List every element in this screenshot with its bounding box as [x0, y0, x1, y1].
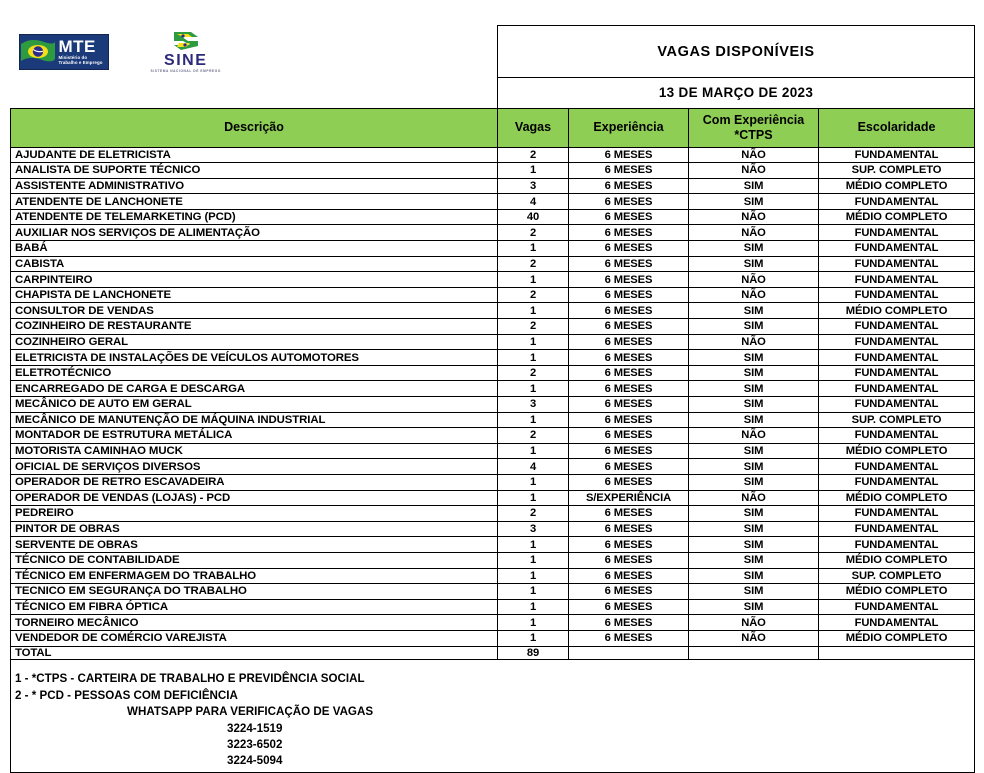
cell-escolaridade: FUNDAMENTAL [819, 506, 975, 522]
table-row [11, 521, 975, 537]
table-row [11, 443, 975, 459]
cell-escolaridade: FUNDAMENTAL [819, 241, 975, 257]
cell-escolaridade: FUNDAMENTAL [819, 350, 975, 366]
cell-experiencia: 6 MESES [569, 334, 689, 350]
table-row [11, 178, 975, 194]
cell-experiencia: S/EXPERIÊNCIA [569, 490, 689, 506]
subtitle-row [11, 78, 975, 109]
cell-vagas: 1 [498, 490, 569, 506]
table-row [11, 194, 975, 210]
note-whatsapp: WHATSAPP PARA VERIFICAÇÃO DE VAGAS [127, 705, 374, 719]
cell-descricao: TÉCNICO EM FIBRA ÓPTICA [11, 599, 498, 615]
document-title: VAGAS DISPONÍVEIS [498, 26, 975, 78]
table-header [11, 26, 975, 148]
cell-escolaridade: FUNDAMENTAL [819, 615, 975, 631]
cell-descricao: CONSULTOR DE VENDAS [11, 303, 498, 319]
cell-vagas: 1 [498, 303, 569, 319]
cell-descricao: CHAPISTA DE LANCHONETE [11, 287, 498, 303]
cell-ctps: SIM [689, 568, 819, 584]
table-row [11, 319, 975, 335]
cell-ctps: SIM [689, 256, 819, 272]
table-row [11, 287, 975, 303]
cell-ctps: SIM [689, 552, 819, 568]
cell-vagas: 1 [498, 334, 569, 350]
cell-vagas: 2 [498, 319, 569, 335]
cell-descricao: VENDEDOR DE COMÉRCIO VAREJISTA [11, 630, 498, 646]
cell-vagas: 1 [498, 272, 569, 288]
cell-escolaridade: MÉDIO COMPLETO [819, 303, 975, 319]
cell-descricao: MONTADOR DE ESTRUTURA METÁLICA [11, 428, 498, 444]
vacancies-table [10, 25, 975, 773]
cell-ctps: NÃO [689, 272, 819, 288]
cell-ctps: NÃO [689, 615, 819, 631]
cell-experiencia: 6 MESES [569, 474, 689, 490]
cell-vagas: 2 [498, 428, 569, 444]
cell-experiencia: 6 MESES [569, 147, 689, 163]
cell-escolaridade: SUP. COMPLETO [819, 568, 975, 584]
cell-descricao: TÉCNICO EM ENFERMAGEM DO TRABALHO [11, 568, 498, 584]
table-row [11, 241, 975, 257]
cell-vagas: 1 [498, 615, 569, 631]
cell-descricao: OFICIAL DE SERVIÇOS DIVERSOS [11, 459, 498, 475]
cell-descricao: CARPINTEIRO [11, 272, 498, 288]
cell-descricao: AUXILIAR NOS SERVIÇOS DE ALIMENTAÇÃO [11, 225, 498, 241]
table-row [11, 412, 975, 428]
cell-vagas: 2 [498, 365, 569, 381]
cell-escolaridade: FUNDAMENTAL [819, 474, 975, 490]
column-header-descricao: Descrição [11, 108, 498, 147]
cell-escolaridade: SUP. COMPLETO [819, 412, 975, 428]
cell-escolaridade: MÉDIO COMPLETO [819, 209, 975, 225]
table-row [11, 630, 975, 646]
mte-acronym: MTE [58, 36, 96, 56]
table-row [11, 428, 975, 444]
table-row [11, 584, 975, 600]
mte-logo [19, 34, 109, 70]
cell-escolaridade: MÉDIO COMPLETO [819, 552, 975, 568]
table-row [11, 303, 975, 319]
cell-descricao: ELETROTÉCNICO [11, 365, 498, 381]
table-row [11, 163, 975, 179]
cell-experiencia: 6 MESES [569, 272, 689, 288]
notes-row [11, 659, 975, 772]
cell-ctps: NÃO [689, 630, 819, 646]
cell-escolaridade: FUNDAMENTAL [819, 287, 975, 303]
total-label: TOTAL [11, 646, 498, 659]
mte-subtitle-line2: Trabalho e Emprego [58, 60, 103, 65]
table-row [11, 615, 975, 631]
cell-escolaridade: MÉDIO COMPLETO [819, 178, 975, 194]
cell-escolaridade: FUNDAMENTAL [819, 365, 975, 381]
cell-experiencia: 6 MESES [569, 443, 689, 459]
cell-escolaridade: FUNDAMENTAL [819, 428, 975, 444]
total-experiencia [569, 646, 689, 659]
cell-descricao: ANALISTA DE SUPORTE TÉCNICO [11, 163, 498, 179]
mte-wordmark [59, 38, 103, 66]
cell-ctps: NÃO [689, 225, 819, 241]
cell-escolaridade: FUNDAMENTAL [819, 194, 975, 210]
cell-descricao: PINTOR DE OBRAS [11, 521, 498, 537]
table-row [11, 459, 975, 475]
cell-vagas: 4 [498, 459, 569, 475]
cell-ctps: SIM [689, 584, 819, 600]
note-pcd: 2 - * PCD - PESSOAS COM DEFICIÊNCIA [15, 688, 238, 702]
sine-mark-icon [171, 30, 201, 52]
table-footer [11, 646, 975, 772]
table-body [11, 147, 975, 646]
column-header-experiencia: Experiência [569, 108, 689, 147]
cell-descricao: ENCARREGADO DE CARGA E DESCARGA [11, 381, 498, 397]
table-row [11, 272, 975, 288]
cell-descricao: OPERADOR DE RETRO ESCAVADEIRA [11, 474, 498, 490]
cell-experiencia: 6 MESES [569, 428, 689, 444]
cell-descricao: ELETRICISTA DE INSTALAÇÕES DE VEÍCULOS AUTOMOTORES [11, 350, 498, 366]
cell-ctps: SIM [689, 443, 819, 459]
cell-descricao: AJUDANTE DE ELETRICISTA [11, 147, 498, 163]
cell-ctps: SIM [689, 397, 819, 413]
cell-escolaridade: FUNDAMENTAL [819, 459, 975, 475]
cell-ctps: SIM [689, 506, 819, 522]
cell-escolaridade: FUNDAMENTAL [819, 256, 975, 272]
mte-subtitle-line1: Ministério do [58, 54, 88, 60]
table-row [11, 474, 975, 490]
cell-ctps: SIM [689, 319, 819, 335]
table-row [11, 599, 975, 615]
total-vagas: 89 [498, 646, 569, 659]
cell-experiencia: 6 MESES [569, 319, 689, 335]
cell-escolaridade: FUNDAMENTAL [819, 319, 975, 335]
cell-experiencia: 6 MESES [569, 350, 689, 366]
table-row [11, 552, 975, 568]
table-row [11, 256, 975, 272]
cell-experiencia: 6 MESES [569, 630, 689, 646]
cell-escolaridade: SUP. COMPLETO [819, 163, 975, 179]
cell-vagas: 3 [498, 521, 569, 537]
cell-vagas: 1 [498, 241, 569, 257]
cell-ctps: NÃO [689, 334, 819, 350]
cell-escolaridade: FUNDAMENTAL [819, 521, 975, 537]
table-row [11, 365, 975, 381]
ctps-header-line1: Com Experiência [702, 113, 805, 128]
table-row [11, 568, 975, 584]
cell-descricao: ATENDENTE DE LANCHONETE [11, 194, 498, 210]
cell-experiencia: 6 MESES [569, 568, 689, 584]
phone-2: 3223-6502 [227, 737, 283, 751]
ctps-header-line2: *CTPS [734, 127, 773, 142]
cell-experiencia: 6 MESES [569, 287, 689, 303]
cell-vagas: 1 [498, 163, 569, 179]
table-row [11, 334, 975, 350]
total-ctps [689, 646, 819, 659]
cell-ctps: SIM [689, 599, 819, 615]
cell-descricao: CABISTA [11, 256, 498, 272]
cell-ctps: SIM [689, 241, 819, 257]
table-row [11, 147, 975, 163]
cell-vagas: 2 [498, 506, 569, 522]
cell-experiencia: 6 MESES [569, 537, 689, 553]
cell-vagas: 1 [498, 552, 569, 568]
cell-descricao: MECÂNICO DE MANUTENÇÃO DE MÁQUINA INDUSTRIAL [11, 412, 498, 428]
cell-descricao: PEDREIRO [11, 506, 498, 522]
cell-descricao: TECNICO EM SEGURANÇA DO TRABALHO [11, 584, 498, 600]
cell-descricao: BABÁ [11, 241, 498, 257]
cell-vagas: 1 [498, 474, 569, 490]
cell-escolaridade: FUNDAMENTAL [819, 599, 975, 615]
cell-escolaridade: MÉDIO COMPLETO [819, 443, 975, 459]
cell-experiencia: 6 MESES [569, 225, 689, 241]
phone-3: 3224-5094 [227, 754, 283, 768]
brazil-flag-icon [20, 37, 56, 67]
cell-vagas: 1 [498, 412, 569, 428]
cell-ctps: SIM [689, 303, 819, 319]
cell-experiencia: 6 MESES [569, 194, 689, 210]
total-escolaridade [819, 646, 975, 659]
note-ctps: 1 - *CTPS - CARTEIRA DE TRABALHO E PREVIDÊNCIA SOCIAL [15, 672, 365, 686]
cell-escolaridade: MÉDIO COMPLETO [819, 490, 975, 506]
cell-vagas: 1 [498, 599, 569, 615]
cell-descricao: ASSISTENTE ADMINISTRATIVO [11, 178, 498, 194]
cell-descricao: COZINHEIRO GERAL [11, 334, 498, 350]
cell-vagas: 1 [498, 584, 569, 600]
table-row [11, 490, 975, 506]
logo-area [11, 26, 498, 78]
cell-descricao: MECÂNICO DE AUTO EM GERAL [11, 397, 498, 413]
cell-experiencia: 6 MESES [569, 256, 689, 272]
cell-experiencia: 6 MESES [569, 584, 689, 600]
cell-vagas: 1 [498, 443, 569, 459]
cell-escolaridade: FUNDAMENTAL [819, 334, 975, 350]
table-row [11, 397, 975, 413]
cell-vagas: 2 [498, 147, 569, 163]
cell-experiencia: 6 MESES [569, 365, 689, 381]
document-date: 13 DE MARÇO DE 2023 [498, 78, 975, 109]
cell-descricao: COZINHEIRO DE RESTAURANTE [11, 319, 498, 335]
cell-escolaridade: FUNDAMENTAL [819, 272, 975, 288]
cell-vagas: 1 [498, 350, 569, 366]
cell-vagas: 40 [498, 209, 569, 225]
cell-experiencia: 6 MESES [569, 412, 689, 428]
table-row [11, 537, 975, 553]
sine-subtitle: SISTEMA NACIONAL DE EMPREGO [150, 68, 221, 73]
cell-ctps: NÃO [689, 209, 819, 225]
sine-acronym: SINE [164, 51, 208, 69]
cell-ctps: SIM [689, 459, 819, 475]
table-row [11, 350, 975, 366]
cell-escolaridade: FUNDAMENTAL [819, 381, 975, 397]
column-header-vagas: Vagas [498, 108, 569, 147]
cell-ctps: SIM [689, 194, 819, 210]
cell-vagas: 4 [498, 194, 569, 210]
notes-area [11, 659, 975, 772]
column-header-escolaridade: Escolaridade [819, 108, 975, 147]
cell-vagas: 2 [498, 225, 569, 241]
sine-logo [151, 30, 221, 73]
cell-escolaridade: MÉDIO COMPLETO [819, 630, 975, 646]
cell-descricao: TORNEIRO MECÂNICO [11, 615, 498, 631]
cell-ctps: NÃO [689, 287, 819, 303]
cell-ctps: SIM [689, 178, 819, 194]
cell-experiencia: 6 MESES [569, 599, 689, 615]
cell-experiencia: 6 MESES [569, 615, 689, 631]
cell-ctps: NÃO [689, 147, 819, 163]
cell-experiencia: 6 MESES [569, 241, 689, 257]
phone-1: 3224-1519 [227, 721, 283, 735]
cell-ctps: SIM [689, 350, 819, 366]
title-row [11, 26, 975, 78]
cell-ctps: SIM [689, 537, 819, 553]
cell-ctps: SIM [689, 474, 819, 490]
cell-experiencia: 6 MESES [569, 303, 689, 319]
table-row [11, 225, 975, 241]
cell-experiencia: 6 MESES [569, 521, 689, 537]
cell-escolaridade: FUNDAMENTAL [819, 397, 975, 413]
cell-escolaridade: FUNDAMENTAL [819, 537, 975, 553]
cell-descricao: SERVENTE DE OBRAS [11, 537, 498, 553]
cell-ctps: SIM [689, 365, 819, 381]
logo-area-spacer [11, 78, 498, 109]
cell-ctps: SIM [689, 381, 819, 397]
column-header-com-experiencia-ctps [689, 108, 819, 147]
cell-vagas: 1 [498, 537, 569, 553]
cell-experiencia: 6 MESES [569, 381, 689, 397]
cell-experiencia: 6 MESES [569, 209, 689, 225]
cell-vagas: 3 [498, 397, 569, 413]
cell-vagas: 1 [498, 381, 569, 397]
cell-vagas: 1 [498, 568, 569, 584]
cell-descricao: ATENDENTE DE TELEMARKETING (PCD) [11, 209, 498, 225]
table-row [11, 506, 975, 522]
cell-experiencia: 6 MESES [569, 552, 689, 568]
table-row [11, 381, 975, 397]
table-row [11, 209, 975, 225]
cell-escolaridade: FUNDAMENTAL [819, 225, 975, 241]
cell-vagas: 2 [498, 287, 569, 303]
cell-vagas: 2 [498, 256, 569, 272]
cell-descricao: MOTORISTA CAMINHAO MUCK [11, 443, 498, 459]
cell-experiencia: 6 MESES [569, 178, 689, 194]
cell-escolaridade: MÉDIO COMPLETO [819, 584, 975, 600]
cell-escolaridade: FUNDAMENTAL [819, 147, 975, 163]
cell-vagas: 3 [498, 178, 569, 194]
cell-descricao: TÉCNICO DE CONTABILIDADE [11, 552, 498, 568]
cell-ctps: NÃO [689, 428, 819, 444]
cell-vagas: 1 [498, 630, 569, 646]
cell-ctps: NÃO [689, 490, 819, 506]
cell-experiencia: 6 MESES [569, 397, 689, 413]
cell-experiencia: 6 MESES [569, 163, 689, 179]
cell-ctps: SIM [689, 412, 819, 428]
cell-experiencia: 6 MESES [569, 459, 689, 475]
column-header-row [11, 108, 975, 147]
cell-descricao: OPERADOR DE VENDAS (LOJAS) - PCD [11, 490, 498, 506]
cell-ctps: NÃO [689, 163, 819, 179]
total-row [11, 646, 975, 659]
cell-experiencia: 6 MESES [569, 506, 689, 522]
cell-ctps: SIM [689, 521, 819, 537]
